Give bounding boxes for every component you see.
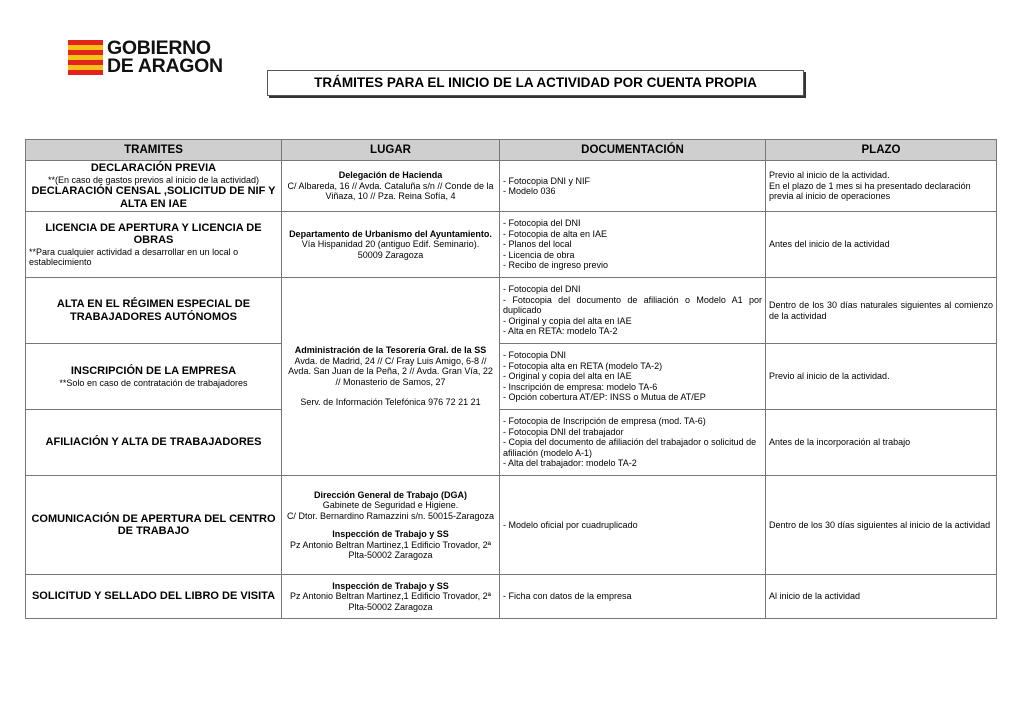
documentacion-cell — [500, 161, 766, 212]
doc-item: - Inscripción de empresa: modelo TA-6 — [503, 381, 658, 392]
doc-item: - Fotocopia DNI — [503, 350, 567, 361]
table-row — [26, 575, 997, 619]
logo-line1: GOBIERNO — [107, 37, 211, 59]
aragon-flag-icon — [68, 40, 103, 75]
lugar-name-2: Inspección de Trabajo y SS — [332, 529, 449, 539]
plazo-cell — [766, 278, 997, 344]
tramite-note: **(En caso de gastos previos al inicio de la actividad) — [47, 174, 260, 185]
doc-item: - Fotocopia de Inscripción de empresa (mod. TA-6) — [503, 416, 706, 427]
plazo-line: Antes de la incorporación al trabajo — [769, 437, 911, 448]
doc-item: - Modelo oficial por cuadruplicado — [503, 519, 638, 530]
plazo-line: Al inicio de la actividad — [769, 591, 861, 602]
plazo-line: En el plazo de 1 mes si ha presentado declaración previa al inicio de operaciones — [769, 180, 971, 202]
plazo-line: Dentro de los 30 días naturales siguientes al comienzo de la actividad — [769, 300, 993, 321]
doc-item: - Copia del documento de afiliación del trabajador o solicitud de afiliación (modelo A-1) — [503, 437, 757, 458]
table-header-row — [26, 140, 997, 161]
tramite-title: COMUNICACIÓN DE APERTURA DEL CENTRO DE TRABAJO — [31, 512, 276, 537]
tramite-cell — [26, 212, 282, 278]
header-plazo: PLAZO — [766, 140, 997, 161]
tramite-cell — [26, 410, 282, 476]
doc-item: - Alta del trabajador: modelo TA-2 — [503, 458, 637, 469]
tramite-title: SOLICITUD Y SELLADO DEL LIBRO DE VISITA — [31, 590, 276, 603]
tramite-note: **Para cualquier actividad a desarrollar en un local o establecimiento — [29, 246, 239, 267]
doc-item: - Original y copia del alta en IAE — [503, 315, 632, 326]
plazo-cell — [766, 212, 997, 278]
tramite-title-2: DECLARACIÓN CENSAL ,SOLICITUD DE NIF Y ALTA EN IAE — [31, 185, 276, 210]
tramite-cell — [26, 575, 282, 619]
table-row — [26, 212, 997, 278]
table-row — [26, 410, 997, 476]
plazo-line: Previo al inicio de la actividad. — [769, 170, 890, 181]
lugar-phone: Serv. de Información Telefónica 976 72 21 21 — [300, 397, 481, 408]
plazo-cell — [766, 476, 997, 575]
lugar-line: Vía Hispanidad 20 (antiguo Edif. Seminario). — [301, 239, 480, 250]
doc-item: - Fotocopia de alta en IAE — [503, 228, 608, 239]
header-tramites: TRAMITES — [26, 140, 282, 161]
lugar-line: C/ Dtor. Bernardino Ramazzini s/n. 50015-Zaragoza — [286, 510, 495, 521]
lugar-line: C/ Albareda, 16 // Avda. Cataluña s/n // Conde de la Viñaza, 10 // Pza. Reina Sofía, 4 — [287, 180, 494, 202]
tramite-title: DECLARACIÓN PREVIA — [90, 162, 217, 174]
doc-item: - Fotocopia alta en RETA (modelo TA-2) — [503, 360, 663, 371]
plazo-line: Dentro de los 30 días siguientes al inicio de la actividad — [769, 519, 991, 530]
lugar-name: Administración de la Tesorería Gral. de la SS — [294, 345, 487, 356]
tramite-note: **Solo en caso de contratación de trabajadores — [59, 377, 248, 388]
lugar-line: Avda. de Madrid, 24 // C/ Fray Luis Amigo, 6-8 // Avda. San Juan de la Peña, 2 // Avda. Gran Vía, 22 // Monasterio de Samos, 27 — [288, 355, 493, 387]
doc-item: - Fotocopia DNI del trabajador — [503, 426, 624, 437]
doc-item: - Alta en RETA: modelo TA-2 — [503, 326, 618, 337]
plazo-cell — [766, 410, 997, 476]
plazo-line: Previo al inicio de la actividad. — [769, 371, 890, 382]
lugar-name: Departamento de Urbanismo del Ayuntamiento. — [289, 228, 492, 239]
doc-item: - Fotocopia del DNI — [503, 218, 581, 229]
header-lugar: LUGAR — [282, 140, 500, 161]
tramite-cell — [26, 476, 282, 575]
doc-item: - Planos del local — [503, 239, 572, 250]
lugar-line: Gabinete de Seguridad e Higiene. — [322, 500, 459, 510]
documentacion-cell — [500, 344, 766, 410]
doc-item: - Ficha con datos de la empresa — [503, 591, 632, 602]
plazo-line: Antes del inicio de la actividad — [769, 239, 890, 250]
documentacion-cell — [500, 575, 766, 619]
doc-item: - Fotocopia del documento de afiliación o Modelo A1 por duplicado — [503, 294, 762, 316]
tramite-title: LICENCIA DE APERTURA Y LICENCIA DE OBRAS — [45, 221, 262, 246]
lugar-cell-seguridad-social — [282, 278, 500, 476]
doc-item: - Fotocopia del DNI — [503, 284, 581, 295]
doc-item: - Recibo de ingreso previo — [503, 260, 609, 271]
documentacion-cell — [500, 476, 766, 575]
documentacion-cell — [500, 278, 766, 344]
lugar-name: Delegación de Hacienda — [338, 170, 443, 181]
lugar-line: Pz Antonio Beltran Martinez,1 Edificio Trovador, 2ª Plta-50002 Zaragoza — [290, 591, 491, 612]
tramite-title: INSCRIPCIÓN DE LA EMPRESA — [70, 365, 237, 377]
lugar-cell — [282, 476, 500, 575]
doc-item: - Opción cobertura AT/EP: INSS o Mutua de AT/EP — [503, 392, 706, 403]
lugar-line: 50009 Zaragoza — [357, 249, 424, 260]
lugar-line: Pz Antonio Beltran Martinez,1 Edificio Trovador, 2ª Plta-50002 Zaragoza — [290, 539, 491, 560]
lugar-cell — [282, 212, 500, 278]
plazo-cell — [766, 575, 997, 619]
header-documentacion: DOCUMENTACIÓN — [500, 140, 766, 161]
table-row — [26, 278, 997, 344]
tramites-table — [25, 139, 997, 619]
doc-item: - Modelo 036 — [503, 186, 556, 196]
doc-item: - Fotocopia DNI y NIF — [503, 175, 591, 186]
tramite-title: ALTA EN EL RÉGIMEN ESPECIAL DE TRABAJADORES AUTÓNOMOS — [56, 298, 251, 323]
doc-item: - Licencia de obra — [503, 249, 575, 260]
documentacion-cell — [500, 212, 766, 278]
table-row — [26, 161, 997, 212]
page-title: TRÁMITES PARA EL INICIO DE LA ACTIVIDAD POR CUENTA PROPIA — [267, 70, 804, 96]
logo-line2: DE ARAGON — [107, 55, 223, 77]
lugar-name: Dirección General de Trabajo (DGA) — [313, 489, 468, 500]
table-row — [26, 476, 997, 575]
tramite-title: AFILIACIÓN Y ALTA DE TRABAJADORES — [45, 436, 262, 449]
doc-item: - Original y copia del alta en IAE — [503, 371, 632, 382]
plazo-cell — [766, 161, 997, 212]
lugar-cell — [282, 575, 500, 619]
plazo-cell — [766, 344, 997, 410]
gobierno-de-aragon-logo — [68, 39, 228, 79]
table-row — [26, 344, 997, 410]
tramite-cell — [26, 278, 282, 344]
documentacion-cell — [500, 410, 766, 476]
lugar-name: Inspección de Trabajo y SS — [332, 580, 449, 591]
lugar-cell — [282, 161, 500, 212]
tramite-cell — [26, 344, 282, 410]
tramite-cell — [26, 161, 282, 212]
